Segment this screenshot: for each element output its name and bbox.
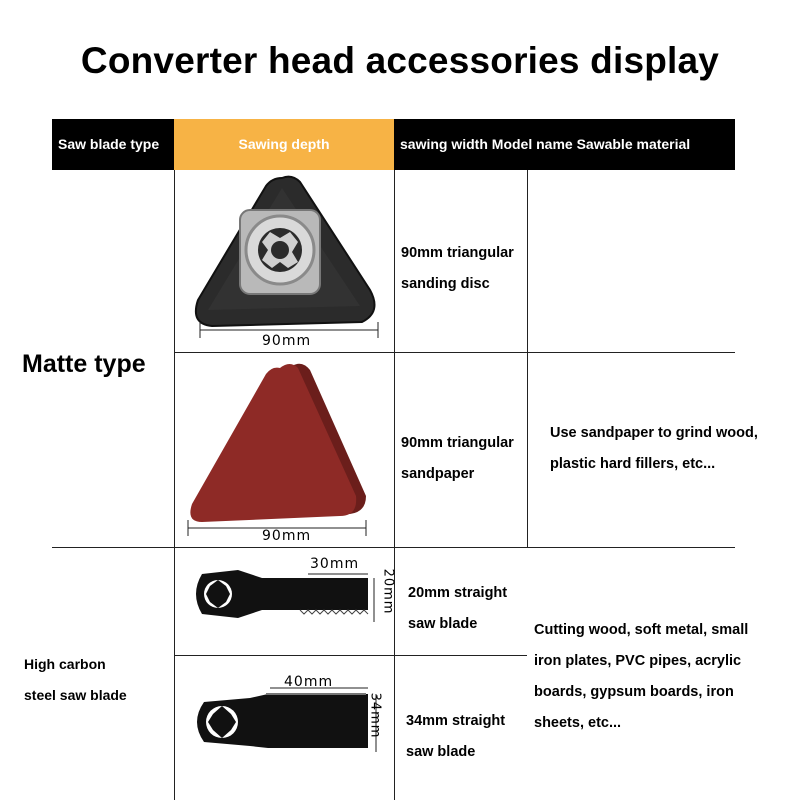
material-sanding: Use sandpaper to grind wood, plastic hard fillers, etc... — [550, 425, 758, 472]
model-name-sanding-disc: 90mm triangular sanding disc — [401, 245, 514, 292]
header-sawing-depth: Sawing depth — [174, 119, 394, 170]
saw-blade-20mm-length: 30mm — [310, 556, 360, 572]
grid-line — [174, 655, 527, 656]
grid-line — [527, 170, 528, 548]
header-saw-blade-type: Saw blade type — [52, 119, 174, 170]
sandpaper-dimension: 90mm — [262, 528, 312, 544]
sanding-disc-dimension: 90mm — [262, 333, 312, 349]
group-label-high-carbon: High carbon steel saw blade — [24, 656, 127, 703]
model-name-20mm-blade: 20mm straight saw blade — [408, 585, 508, 632]
model-name-sandpaper: 90mm triangular sandpaper — [401, 435, 514, 482]
sanding-disc-image — [182, 172, 388, 350]
grid-line — [174, 170, 175, 800]
saw-blade-34mm-length: 40mm — [284, 674, 334, 690]
grid-line — [394, 170, 395, 800]
model-name-34mm-blade: 34mm straight saw blade — [406, 713, 506, 760]
saw-blade-34mm-width: 34mm — [367, 692, 383, 739]
group-label-matte-type: Matte type — [22, 350, 146, 378]
saw-blade-20mm-width: 20mm — [380, 568, 396, 615]
header-width-model-material: sawing width Model name Sawable material — [394, 119, 735, 170]
grid-line — [174, 352, 735, 353]
page-title: Converter head accessories display — [80, 40, 720, 81]
saw-blade-34mm-image — [180, 674, 392, 784]
saw-blade-20mm-image — [180, 552, 392, 652]
sandpaper-image — [180, 356, 392, 536]
grid-line — [52, 547, 735, 548]
material-sawing: Cutting wood, soft metal, small iron plates, PVC pipes, acrylic boards, gypsum boards, iron sheets, etc... — [534, 622, 749, 731]
